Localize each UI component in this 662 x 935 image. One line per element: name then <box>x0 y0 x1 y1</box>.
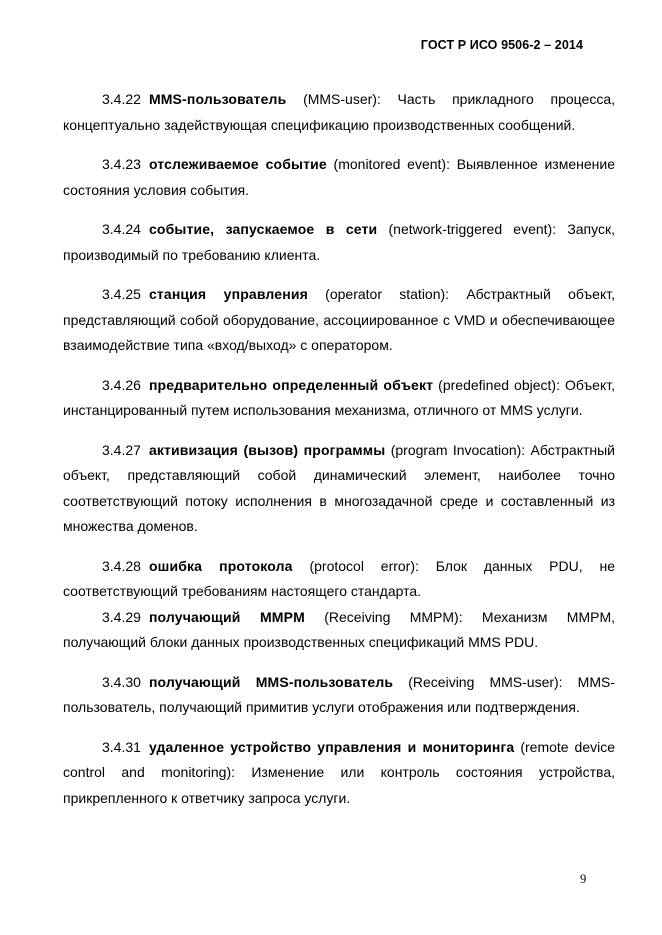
definition-number: 3.4.25 <box>102 286 141 302</box>
definition-text: (operator station): Абстрактный объект, представляющий собой оборудование, ассоциированное с VMD и обеспечивающее взаимодействие типа «вход/выход» с оператором. <box>63 286 615 353</box>
page-number: 9 <box>580 872 587 886</box>
definition-term: получающий MMS-пользователь <box>148 673 394 690</box>
definition-text: (remote device control and monitoring): Изменение или контроль состояния устройства, прикрепленного к ответчику запроса услуги. <box>63 738 615 806</box>
definition-number: 3.4.24 <box>102 221 141 237</box>
definition-number: 3.4.27 <box>102 441 141 458</box>
definition-term: удаленное устройство управления и мониторинга <box>148 738 515 755</box>
definition-3-4-28 <box>63 554 615 605</box>
definition-term: событие, запускаемое в сети <box>148 221 378 237</box>
definition-term: предварительно определенный объект <box>148 376 434 393</box>
definition-3-4-23 <box>63 152 615 203</box>
definitions-list <box>63 87 615 811</box>
definition-number: 3.4.30 <box>102 673 141 690</box>
definition-term: ошибка протокола <box>148 557 293 574</box>
definition-text: (Receiving MMS-user): MMS-пользователь, получающий примитив услуги отображения или подтверждения. <box>63 673 615 715</box>
definition-number: 3.4.31 <box>102 738 141 755</box>
definition-term: MMS-пользователь <box>148 91 287 107</box>
definition-text: (MMS-user): Часть прикладного процесса, концептуально задействующая спецификацию производственных сообщений. <box>63 91 615 133</box>
definition-text: (predefined object): Объект, инстанцированный путем использования механизма, отличного от MMS услуги. <box>63 376 615 418</box>
definition-number: 3.4.22 <box>102 91 141 107</box>
definition-3-4-27 <box>63 438 615 540</box>
definition-3-4-26 <box>63 373 615 424</box>
definition-text: (monitored event): Выявленное изменение состояния условия события. <box>63 156 615 198</box>
definition-term: получающий MMPM <box>148 608 305 625</box>
definition-number: 3.4.29 <box>102 608 141 625</box>
definition-3-4-30 <box>63 670 615 721</box>
definition-text: (program Invocation): Абстрактный объект, представляющий собой динамический элемент, наиболее точно соответствующий потоку исполнения в многозадачной среде и составленный из множества доменов. <box>63 441 616 534</box>
definition-3-4-22 <box>63 87 615 138</box>
definition-text: (protocol error): Блок данных PDU, не соответствующий требованиям настоящего стандарта. <box>63 557 615 599</box>
definition-number: 3.4.28 <box>102 557 141 574</box>
definition-text: (Receiving MMPM): Механизм MMPM, получающий блоки данных производственных спецификаций MMS PDU. <box>63 608 616 650</box>
definition-number: 3.4.26 <box>102 376 141 393</box>
document-header: ГОСТ Р ИСО 9506-2 – 2014 <box>420 38 583 52</box>
definition-term: станция управления <box>148 286 308 302</box>
definition-text: (network-triggered event): Запуск, производимый по требованию клиента. <box>63 221 615 263</box>
definition-3-4-29 <box>63 605 615 656</box>
definition-term: отслеживаемое событие <box>148 156 327 172</box>
definition-term: активизация (вызов) программы <box>148 441 386 458</box>
definition-number: 3.4.23 <box>102 156 141 172</box>
definition-3-4-25 <box>63 282 615 359</box>
definition-3-4-31 <box>63 735 615 812</box>
definition-3-4-24 <box>63 217 615 268</box>
